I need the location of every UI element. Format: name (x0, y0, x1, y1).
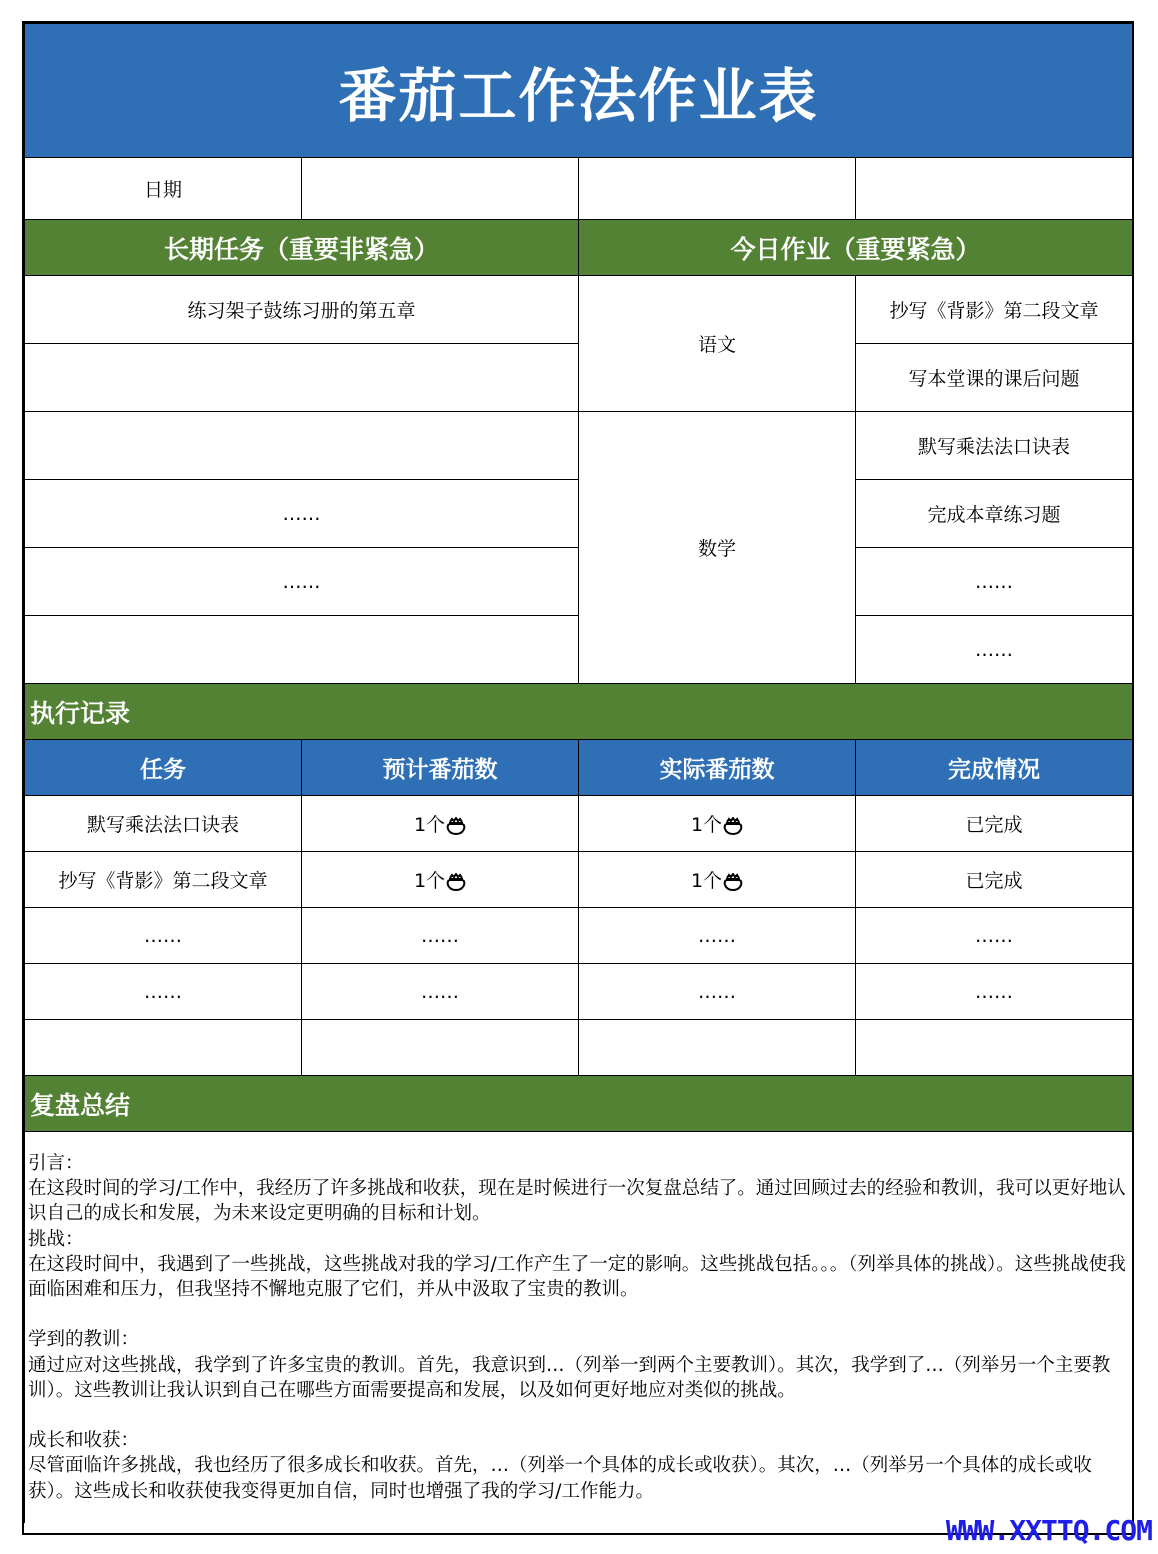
exec-estimated[interactable]: …… (302, 964, 579, 1020)
review-header: 复盘总结 (25, 1076, 1133, 1132)
growth-text: 尽管面临许多挑战，我也经历了很多成长和收获。首先，…（列举一个具体的成长或收获）。其次，…（列举另一个具体的成长或收获）。这些成长和收获使我变得更加自信，同时也增强了我的学习/工作能力。 (28, 1455, 1092, 1502)
exec-task[interactable]: …… (25, 908, 302, 964)
exec-estimated[interactable] (302, 1020, 579, 1076)
table-row (25, 1020, 1133, 1076)
review-summary[interactable] (25, 1132, 1133, 1524)
exec-estimated[interactable]: 1个 (302, 796, 579, 852)
today-item[interactable]: 写本堂课的课后问题 (856, 344, 1133, 412)
today-item[interactable]: …… (856, 548, 1133, 616)
exec-status[interactable] (856, 1020, 1133, 1076)
exec-actual[interactable]: …… (579, 908, 856, 964)
long-term-task[interactable] (25, 412, 579, 480)
spacer (28, 1302, 1126, 1327)
exec-task[interactable] (25, 1020, 302, 1076)
col-header-status: 完成情况 (856, 740, 1133, 796)
today-item[interactable]: 抄写《背影》第二段文章 (856, 276, 1133, 344)
exec-status[interactable]: 已完成 (856, 796, 1133, 852)
subject-chinese: 语文 (579, 276, 856, 412)
exec-status[interactable]: …… (856, 908, 1133, 964)
lessons-text: 通过应对这些挑战，我学到了许多宝贵的教训。首先，我意识到…（列举一到两个主要教训）。其次，我学到了…（列举另一个主要教训）。这些教训让我认识到自己在哪些方面需要提高和发展，以及如何更好地应对类似的挑战。 (28, 1354, 1111, 1401)
challenge-text: 在这段时间中，我遇到了一些挑战，这些挑战对我的学习/工作产生了一定的影响。这些挑战包括。。。（列举具体的挑战）。这些挑战使我面临困难和压力，但我坚持不懈地克服了它们，并从中汲取了宝贵的教训。 (28, 1253, 1126, 1301)
tomato-icon (446, 817, 466, 835)
tomato-icon (723, 817, 743, 835)
date-input-cell-3[interactable] (856, 158, 1133, 220)
date-label: 日期 (25, 158, 302, 220)
intro-label: 引言： (28, 1153, 84, 1174)
date-input-cell-1[interactable] (302, 158, 579, 220)
long-term-task[interactable]: 练习架子鼓练习册的第五章 (25, 276, 579, 344)
table-row (25, 852, 1133, 908)
execution-header: 执行记录 (25, 684, 1133, 740)
table-row (25, 796, 1133, 852)
long-term-task[interactable]: …… (25, 548, 579, 616)
col-header-estimated: 预计番茄数 (302, 740, 579, 796)
col-header-task: 任务 (25, 740, 302, 796)
today-header: 今日作业（重要紧急） (579, 220, 1133, 276)
exec-actual[interactable] (579, 1020, 856, 1076)
today-item[interactable]: 完成本章练习题 (856, 480, 1133, 548)
exec-task[interactable]: 默写乘法法口诀表 (25, 796, 302, 852)
watermark-url: WWW.XXTTQ.COM (945, 1514, 1152, 1547)
spacer (28, 1403, 1126, 1428)
long-term-task[interactable] (25, 344, 579, 412)
today-item[interactable]: …… (856, 616, 1133, 684)
worksheet-table (24, 23, 1133, 1523)
table-row (25, 964, 1133, 1020)
exec-actual[interactable]: …… (579, 964, 856, 1020)
col-header-actual: 实际番茄数 (579, 740, 856, 796)
table-row (25, 908, 1133, 964)
date-input-cell-2[interactable] (579, 158, 856, 220)
exec-estimated[interactable]: 1个 (302, 852, 579, 908)
growth-label: 成长和收获： (28, 1430, 140, 1452)
worksheet (22, 21, 1134, 1535)
exec-actual[interactable]: 1个 (579, 796, 856, 852)
subject-math: 数学 (579, 412, 856, 684)
tomato-icon (723, 873, 743, 891)
long-term-header: 长期任务（重要非紧急） (25, 220, 579, 276)
exec-estimated[interactable]: …… (302, 908, 579, 964)
long-term-task[interactable] (25, 616, 579, 684)
exec-task[interactable]: …… (25, 964, 302, 1020)
challenge-label: 挑战： (28, 1228, 84, 1250)
page-title: 番茄工作法作业表 (25, 24, 1133, 158)
tomato-icon (446, 873, 466, 891)
exec-status[interactable]: …… (856, 964, 1133, 1020)
long-term-task[interactable]: …… (25, 480, 579, 548)
exec-task[interactable]: 抄写《背影》第二段文章 (25, 852, 302, 908)
lessons-label: 学到的教训： (28, 1329, 140, 1351)
today-item[interactable]: 默写乘法法口诀表 (856, 412, 1133, 480)
exec-actual[interactable]: 1个 (579, 852, 856, 908)
exec-status[interactable]: 已完成 (856, 852, 1133, 908)
intro-text: 在这段时间的学习/工作中，我经历了许多挑战和收获，现在是时候进行一次复盘总结了。通过回顾过去的经验和教训，我可以更好地认识自己的成长和发展，为未来设定更明确的目标和计划。 (28, 1178, 1126, 1225)
